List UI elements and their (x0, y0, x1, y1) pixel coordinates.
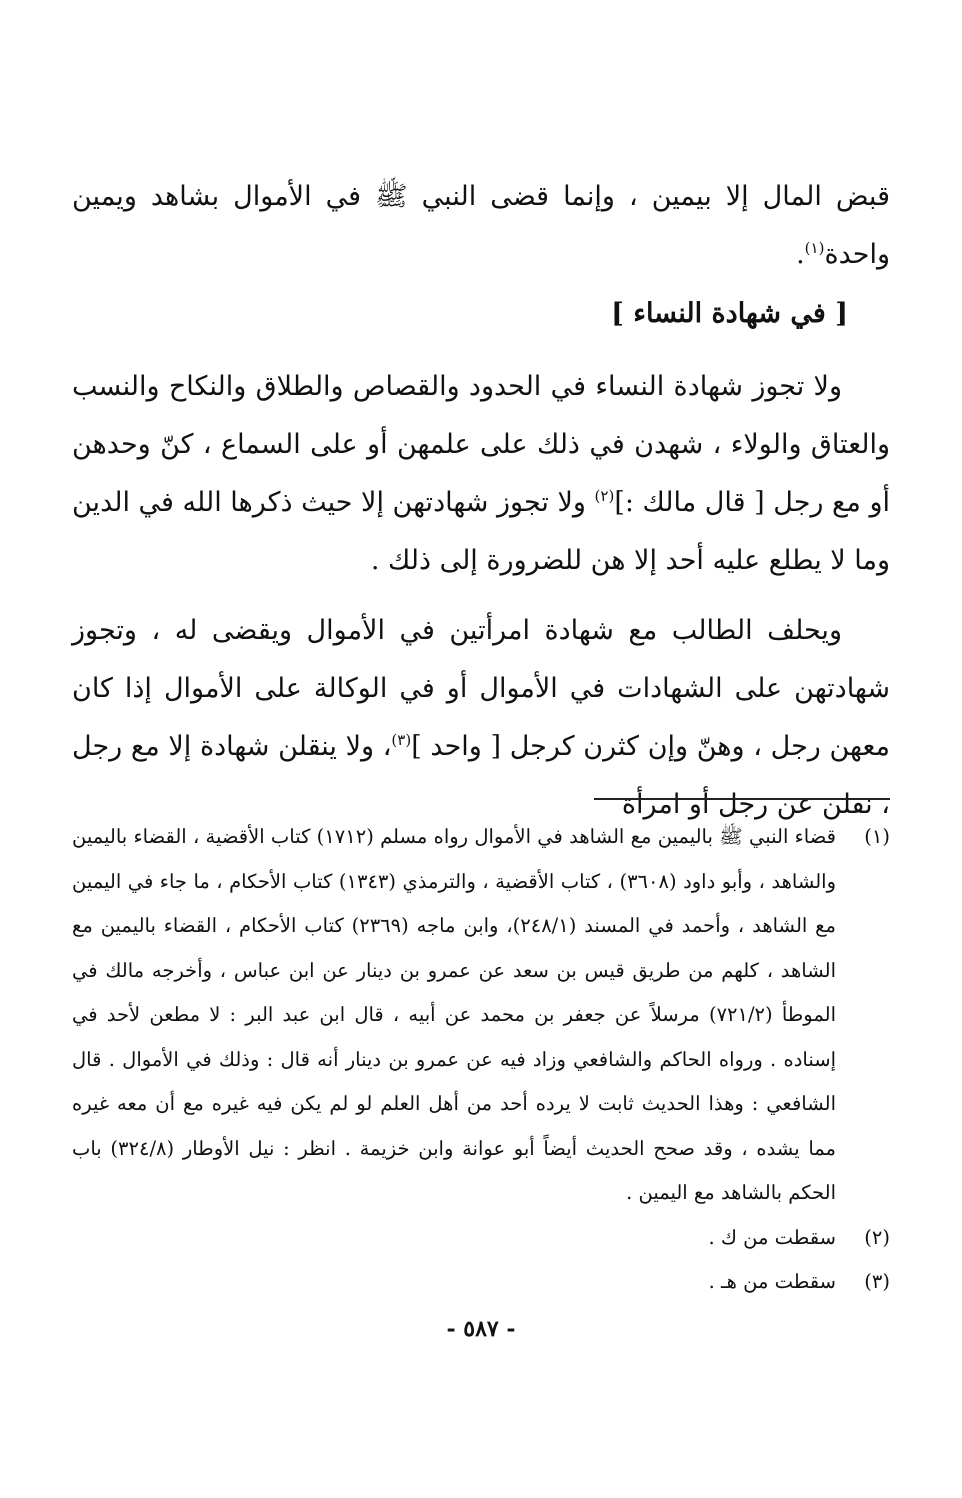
main-text (72, 168, 890, 834)
section-heading: [ في شهادة النساء ] (611, 298, 848, 329)
paragraph-1 (72, 168, 890, 284)
footnotes (72, 815, 890, 1305)
footnote-ref-2: (٢) (594, 487, 615, 505)
footnote-2 (72, 1216, 890, 1261)
footnote-text: قضاء النبي ﷺ باليمين مع الشاهد في الأموال رواه مسلم (١٧١٢) كتاب الأقضية ، القضاء باليمين والشاهد ، وأبو داود (٣٦٠٨) ، كتاب الأقضية ، والترمذي (١٣٤٣) كتاب الأحكام ، ما جاء في اليمين مع الشاهد ، وأحمد في المسند (٢٤٨/١)، وابن ماجه (٢٣٦٩) كتاب الأحكام ، القضاء باليمين مع الشاهد ، كلهم من طريق قيس بن سعد عن عمرو بن دينار عن ابن عباس ، وأخرجه مالك في الموطأ (٧٢١/٢) مرسلاً عن جعفر بن محمد عن أبيه ، قال ابن عبد البر : لا مطعن لأحد في إسناده . ورواه الحاكم والشافعي وزاد فيه عن عمرو بن دينار أنه قال : وذلك في الأموال . قال الشافعي : وهذا الحديث ثابت لا يرده أحد من أهل العلم لو لم يكن فيه غيره مع أن معه غيره مما يشده ، وقد صحح الحديث أيضاً أبو عوانة وابن خزيمة . انظر : نيل الأوطار (٣٢٤/٨) باب الحكم بالشاهد مع اليمين . (72, 825, 836, 1204)
paragraph-1-end: . (796, 239, 805, 270)
footnote-number: (١) (864, 825, 890, 848)
paragraph-2 (72, 358, 890, 590)
footnote-ref-3: (٣) (391, 731, 412, 749)
footnote-3 (72, 1260, 890, 1305)
footnote-1 (72, 815, 890, 1216)
footnote-number: (٢) (864, 1225, 890, 1249)
paragraph-2-text-b: ولا تجوز شهادتهن إلا حيث ذكرها الله في الدين وما لا يطلع عليه أحد إلا هن للضرورة إلى ذلك . (72, 487, 890, 576)
footnote-text: سقطت من ك . (708, 1225, 836, 1249)
footnote-number: (٣) (864, 1270, 890, 1293)
footnote-separator (594, 798, 890, 800)
page-number: - ٥٨٧ - (446, 1316, 516, 1342)
paragraph-3-text-b: ، ولا ينقلن شهادة إلا مع رجل ، نقلن عن رجل أو امرأة (72, 731, 890, 820)
paragraph-3-text-a: ويحلف الطالب مع شهادة امرأتين في الأموال ويقضى له ، وتجوز شهادتهن على الشهادات في الأموال أو في الوكالة على الأموال إذا كان معهن رجل ، وهنّ وإن كثرن كرجل [ واحد ] (72, 615, 890, 762)
footnote-text: سقطت من هـ . (708, 1270, 836, 1293)
paragraph-2-text-a: ولا تجوز شهادة النساء في الحدود والقصاص والطلاق والنكاح والنسب والعتاق والولاء ، شهدن في ذلك على علمهن أو على السماع ، كنّ وحدهن أو مع رجل [ قال مالك :] (72, 371, 890, 518)
footnote-ref-1: (١) (804, 239, 825, 257)
paragraph-1-text: قبض المال إلا بيمين ، وإنما قضى النبي ﷺ في الأموال بشاهد ويمين واحدة (72, 181, 890, 270)
